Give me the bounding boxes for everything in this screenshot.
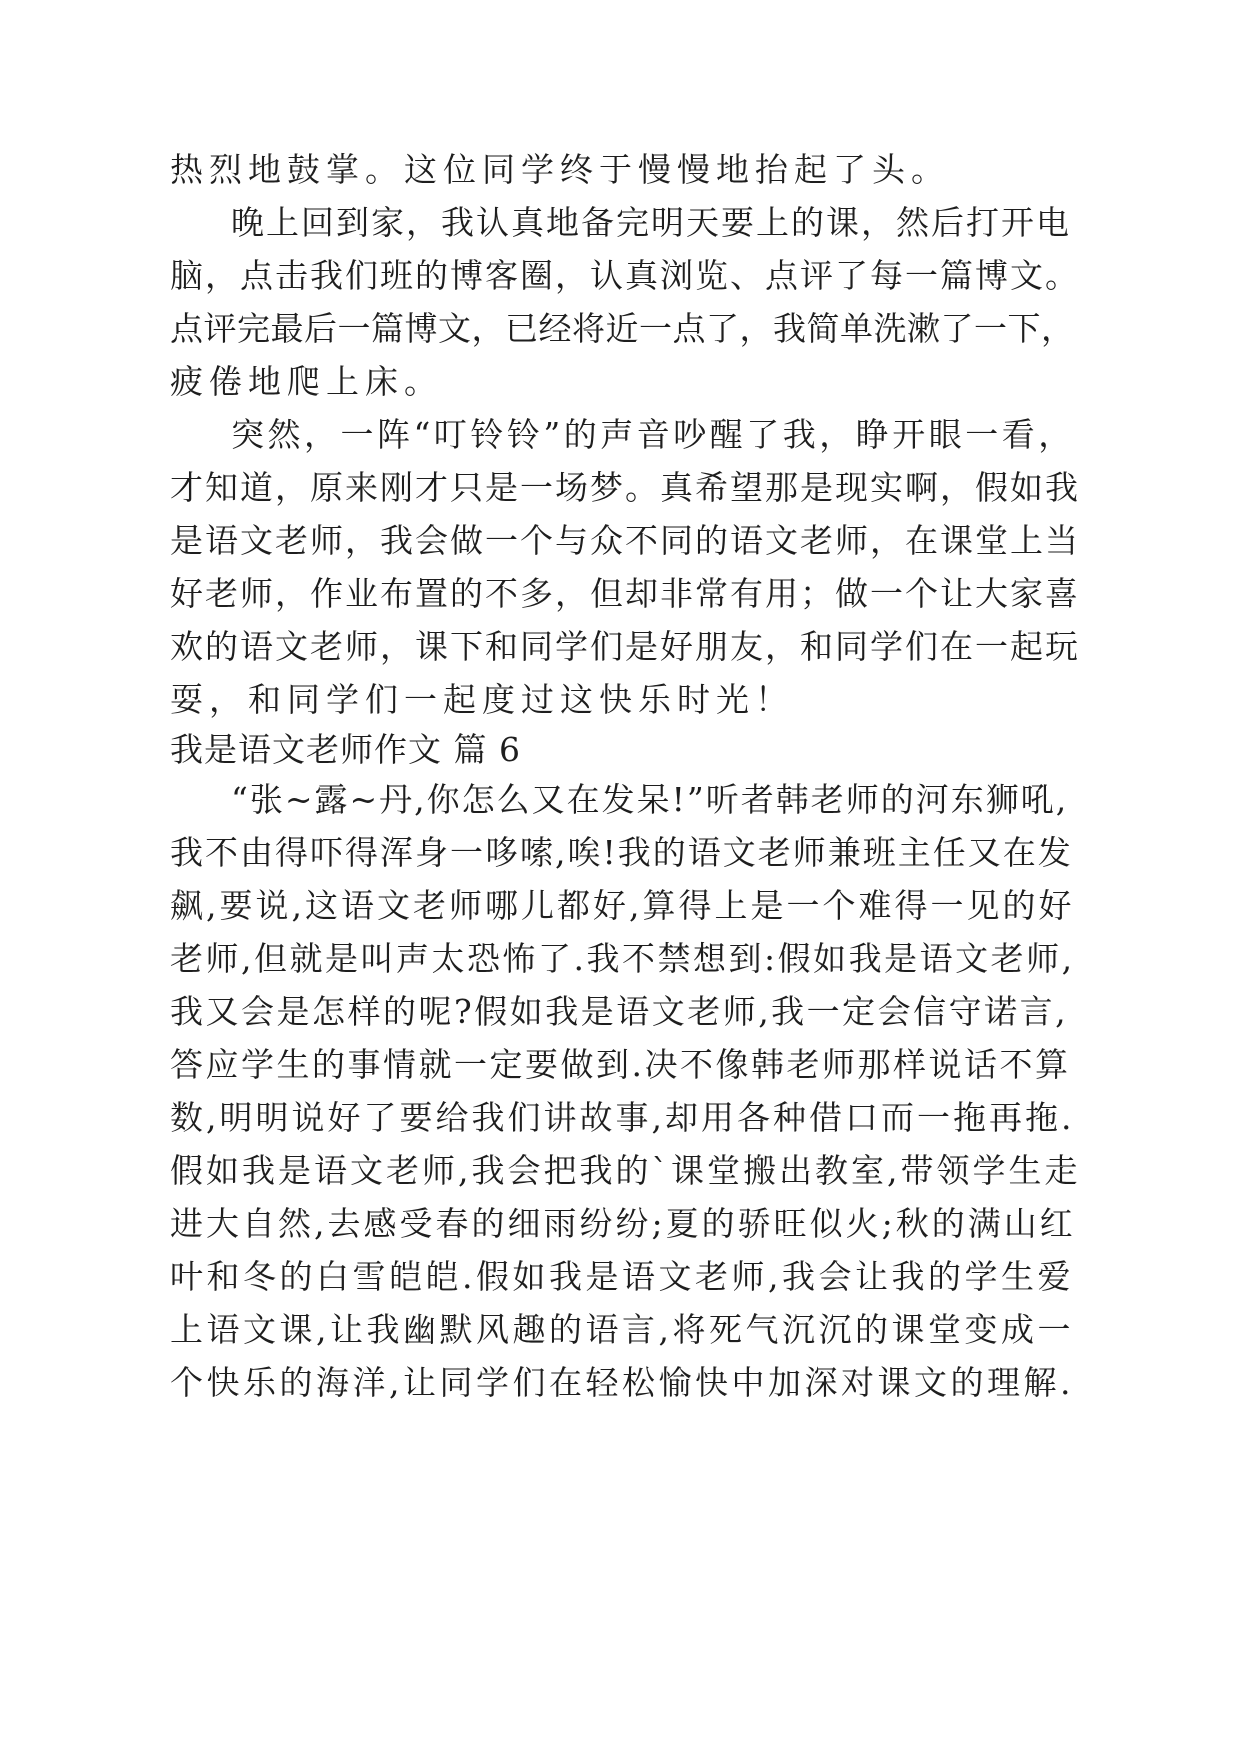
paragraph-line: 晚上回到家，我认真地备完明天要上的课，然后打开电	[231, 203, 1071, 242]
paragraph-line: 数,明明说好了要给我们讲故事,却用各种借口而一拖再拖.	[170, 1098, 1075, 1137]
paragraph-line: 突然，一阵“叮铃铃”的声音吵醒了我，睁开眼一看，	[231, 415, 1075, 454]
section-heading: 我是语文老师作文 篇 6	[170, 730, 521, 769]
paragraph-line: 欢的语文老师，课下和同学们是好朋友，和同学们在一起玩	[170, 627, 1080, 666]
paragraph-line: 飙,要说,这语文老师哪儿都好,算得上是一个难得一见的好	[170, 886, 1075, 925]
paragraph-line: 叶和冬的白雪皑皑.假如我是语文老师,我会让我的学生爱	[170, 1257, 1074, 1296]
paragraph-line: “张~露~丹,你怎么又在发呆!”听者韩老师的河东狮吼,	[231, 780, 1069, 819]
paragraph-line: 脑，点击我们班的博客圈，认真浏览、点评了每一篇博文。	[170, 256, 1080, 295]
paragraph-line: 好老师，作业布置的不多，但却非常有用；做一个让大家喜	[170, 574, 1080, 613]
paragraph-line: 我不由得吓得浑身一哆嗦,唉!我的语文老师兼班主任又在发	[170, 833, 1073, 872]
paragraph-line: 进大自然,去感受春的细雨纷纷;夏的骄旺似火;秋的满山红	[170, 1204, 1076, 1243]
paragraph-line: 个快乐的海洋,让同学们在轻松愉快中加深对课文的理解.	[170, 1363, 1074, 1402]
paragraph-line: 热烈地鼓掌。这位同学终于慢慢地抬起了头。	[170, 150, 950, 189]
paragraph-line: 耍，和同学们一起度过这快乐时光！	[170, 680, 794, 719]
paragraph-line: 老师,但就是叫声太恐怖了.我不禁想到:假如我是语文老师,	[170, 939, 1075, 978]
paragraph-line: 上语文课,让我幽默风趣的语言,将死气沉沉的课堂变成一	[170, 1310, 1074, 1349]
paragraph-line: 疲倦地爬上床。	[170, 362, 443, 401]
paragraph-line: 才知道，原来刚才只是一场梦。真希望那是现实啊，假如我	[170, 468, 1080, 507]
paragraph-line: 我又会是怎样的呢?假如我是语文老师,我一定会信守诺言,	[170, 992, 1069, 1031]
paragraph-line: 是语文老师，我会做一个与众不同的语文老师，在课堂上当	[170, 521, 1080, 560]
paragraph-line: 答应学生的事情就一定要做到.决不像韩老师那样说话不算	[170, 1045, 1071, 1084]
paragraph-line: 假如我是语文老师,我会把我的`课堂搬出教室,带领学生走	[170, 1151, 1081, 1190]
paragraph-line: 点评完最后一篇博文，已经将近一点了，我简单洗漱了一下，	[170, 309, 1075, 348]
